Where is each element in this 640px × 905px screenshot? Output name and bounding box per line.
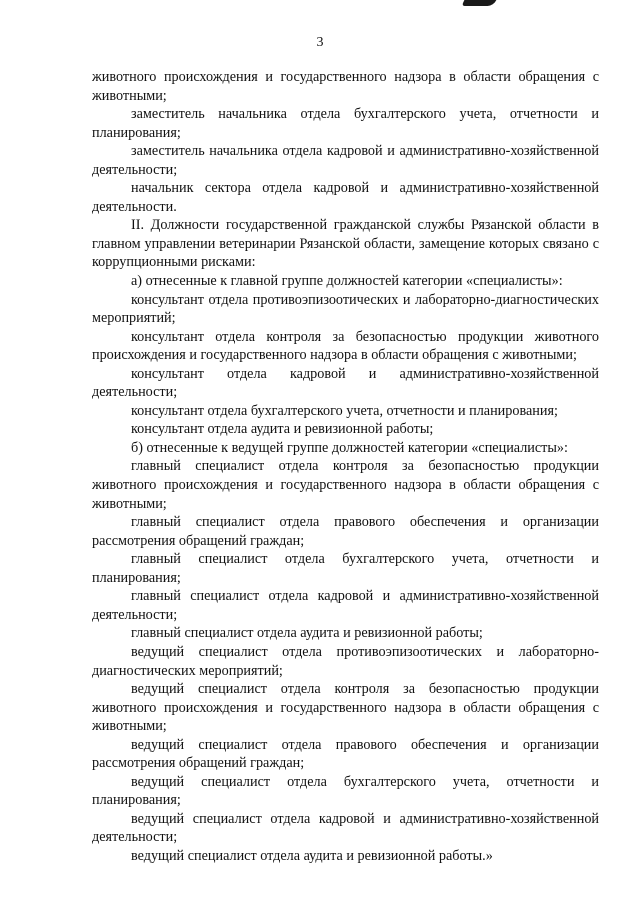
list-item: начальник сектора отдела кадровой и административно-хозяйственной деятельности. xyxy=(92,180,599,215)
list-item: главный специалист отдела правового обеспечения и организации рассмотрения обращений граждан; xyxy=(92,514,599,549)
scan-mark xyxy=(462,0,497,6)
list-item: ведущий специалист отдела контроля за безопасностью продукции животного происхождения и государственного надзора в области обращения с животными; xyxy=(92,681,599,735)
list-item: заместитель начальника отдела бухгалтерского учета, отчетности и планирования; xyxy=(92,106,599,141)
list-item: консультант отдела противоэпизоотических и лабораторно-диагностических мероприятий; xyxy=(92,291,599,327)
subsection-heading: б) отнесенные к ведущей группе должностей категории «специалисты»: xyxy=(131,439,568,456)
subsection-heading: а) отнесенные к главной группе должностей категории «специалисты»: xyxy=(131,273,563,290)
paragraph-continuation: животного происхождения и государственного надзора в области обращения с животными; xyxy=(92,69,599,104)
document-body xyxy=(92,68,599,866)
list-item: заместитель начальника отдела кадровой и административно-хозяйственной деятельности; xyxy=(92,143,599,178)
list-item: ведущий специалист отдела противоэпизоотических и лабораторно-диагностических мероприятий; xyxy=(92,643,599,679)
list-item: консультант отдела бухгалтерского учета, отчетности и планирования; xyxy=(131,402,558,419)
list-item: главный специалист отдела контроля за безопасностью продукции животного происхождения и государственного надзора в области обращения с животными; xyxy=(92,458,599,512)
list-item: главный специалист отдела кадровой и административно-хозяйственной деятельности; xyxy=(92,588,599,623)
page-number: 3 xyxy=(316,35,324,50)
list-item: ведущий специалист отдела бухгалтерского учета, отчетности и планирования; xyxy=(92,773,599,809)
list-item: консультант отдела аудита и ревизионной работы; xyxy=(131,421,434,438)
list-item: ведущий специалист отдела кадровой и административно-хозяйственной деятельности; xyxy=(92,810,599,846)
list-item: консультант отдела кадровой и административно-хозяйственной деятельности; xyxy=(92,365,599,401)
section-heading: II. Должности государственной гражданской службы Рязанской области в главном управлении ветеринарии Рязанской области, замещение которых связано с коррупционными рисками: xyxy=(92,217,599,271)
list-item: консультант отдела контроля за безопасностью продукции животного происхождения и государственного надзора в области обращения с животными; xyxy=(92,328,599,364)
list-item-final: ведущий специалист отдела аудита и ревизионной работы.» xyxy=(131,847,493,864)
list-item: главный специалист отдела аудита и ревизионной работы; xyxy=(131,625,483,642)
list-item: ведущий специалист отдела правового обеспечения и организации рассмотрения обращений граждан; xyxy=(92,736,599,772)
list-item: главный специалист отдела бухгалтерского учета, отчетности и планирования; xyxy=(92,551,599,586)
